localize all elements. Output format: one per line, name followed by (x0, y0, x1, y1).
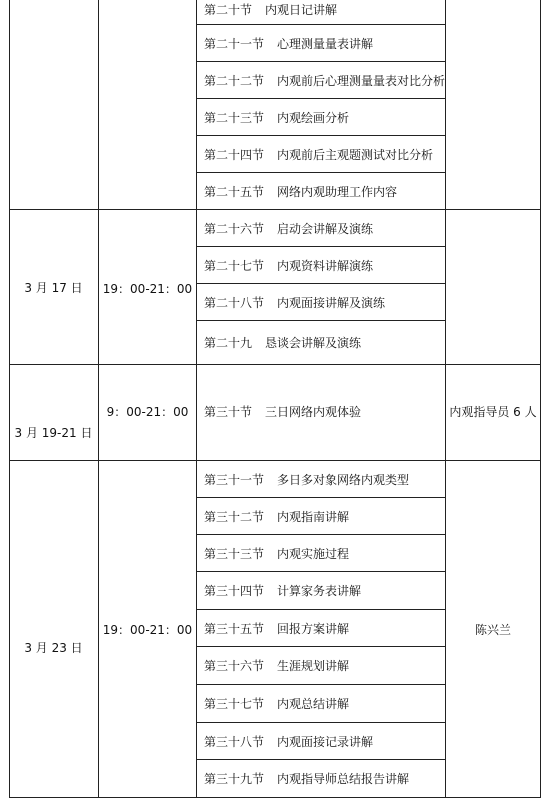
date-cell: 3 月 19-21 日 (14, 425, 93, 440)
lesson-row (204, 136, 444, 172)
time-cell: 9：00-21：00 (106, 404, 189, 419)
lesson-row (204, 461, 444, 497)
lesson-number: 第二十二节 (204, 73, 265, 88)
lesson-title: 内观实施过程 (277, 546, 350, 561)
lesson-title: 计算家务表讲解 (277, 584, 362, 598)
block-separator (9, 364, 541, 365)
lesson-title: 内观前后心理测量量表对比分析 (277, 73, 446, 88)
lesson-number: 第二十节 (204, 2, 253, 17)
lesson-title: 内观绘画分析 (277, 110, 350, 125)
lesson-number: 第二十六节 (204, 221, 265, 236)
lesson-row (204, 0, 444, 18)
column-divider-time (196, 0, 197, 798)
lesson-row (204, 25, 444, 61)
lesson-number: 第三十二节 (204, 509, 265, 524)
lesson-title: 三日网络内观体验 (265, 404, 362, 419)
lesson-row (204, 393, 444, 429)
lesson-number: 第三十八节 (204, 734, 265, 749)
lesson-row (204, 723, 444, 759)
lesson-number: 第三十五节 (204, 621, 265, 636)
lesson-number: 第三十三节 (204, 546, 265, 561)
lesson-row (204, 535, 444, 571)
lesson-title: 多日多对象网络内观类型 (277, 472, 410, 487)
table-border-right (540, 0, 541, 798)
lesson-number: 第三十七节 (204, 697, 265, 711)
lesson-title: 内观日记讲解 (265, 2, 338, 17)
lesson-row (204, 210, 444, 246)
lesson-title: 心理测量量表讲解 (277, 36, 374, 51)
lesson-row (204, 498, 444, 534)
lesson-number: 第二十七节 (204, 258, 265, 273)
time-cell: 19：00-21：00 (102, 281, 193, 296)
lesson-row (204, 284, 444, 320)
lesson-row (204, 685, 444, 722)
lesson-title: 网络内观助理工作内容 (277, 184, 398, 199)
lesson-number: 第二十三节 (204, 110, 265, 125)
lesson-title: 内观指南讲解 (277, 509, 350, 524)
lesson-row (204, 760, 444, 797)
lesson-title: 内观前后主观题测试对比分析 (277, 147, 434, 162)
lesson-number: 第二十九 (204, 336, 253, 350)
lesson-title: 内观资料讲解演练 (277, 258, 374, 273)
lesson-title: 内观面接记录讲解 (277, 734, 374, 749)
lesson-number: 第三十四节 (204, 584, 265, 598)
lesson-row (204, 321, 444, 364)
instructor-cell: 内观指导员 6 人 (449, 404, 537, 419)
lesson-title: 内观总结讲解 (277, 697, 350, 711)
lesson-row (204, 247, 444, 283)
lesson-title: 内观面接讲解及演练 (277, 295, 386, 310)
lesson-number: 第三十节 (204, 404, 253, 419)
lesson-row (204, 610, 444, 646)
lesson-title: 恳谈会讲解及演练 (265, 336, 362, 350)
lesson-title: 启动会讲解及演练 (277, 221, 374, 236)
instructor-cell: 陈兴兰 (474, 622, 511, 637)
lesson-number: 第二十一节 (204, 36, 265, 51)
lesson-row (204, 99, 444, 135)
lesson-number: 第二十八节 (204, 295, 265, 310)
time-cell: 19：00-21：00 (102, 622, 193, 637)
table-border-left (9, 0, 10, 798)
lesson-row (204, 173, 444, 209)
lesson-number: 第三十九节 (204, 772, 265, 786)
table-border-bottom (9, 797, 541, 798)
lesson-title: 回报方案讲解 (277, 621, 350, 636)
lesson-row (204, 572, 444, 609)
lesson-number: 第三十六节 (204, 659, 265, 673)
date-cell: 3 月 23 日 (24, 640, 83, 655)
lesson-title: 生涯规划讲解 (277, 659, 350, 673)
lesson-row (204, 647, 444, 684)
lesson-number: 第三十一节 (204, 472, 265, 487)
lesson-number: 第二十四节 (204, 147, 265, 162)
lesson-title: 内观指导师总结报告讲解 (277, 772, 410, 786)
lesson-number: 第二十五节 (204, 184, 265, 199)
date-cell: 3 月 17 日 (24, 280, 83, 295)
lesson-row (204, 62, 444, 98)
